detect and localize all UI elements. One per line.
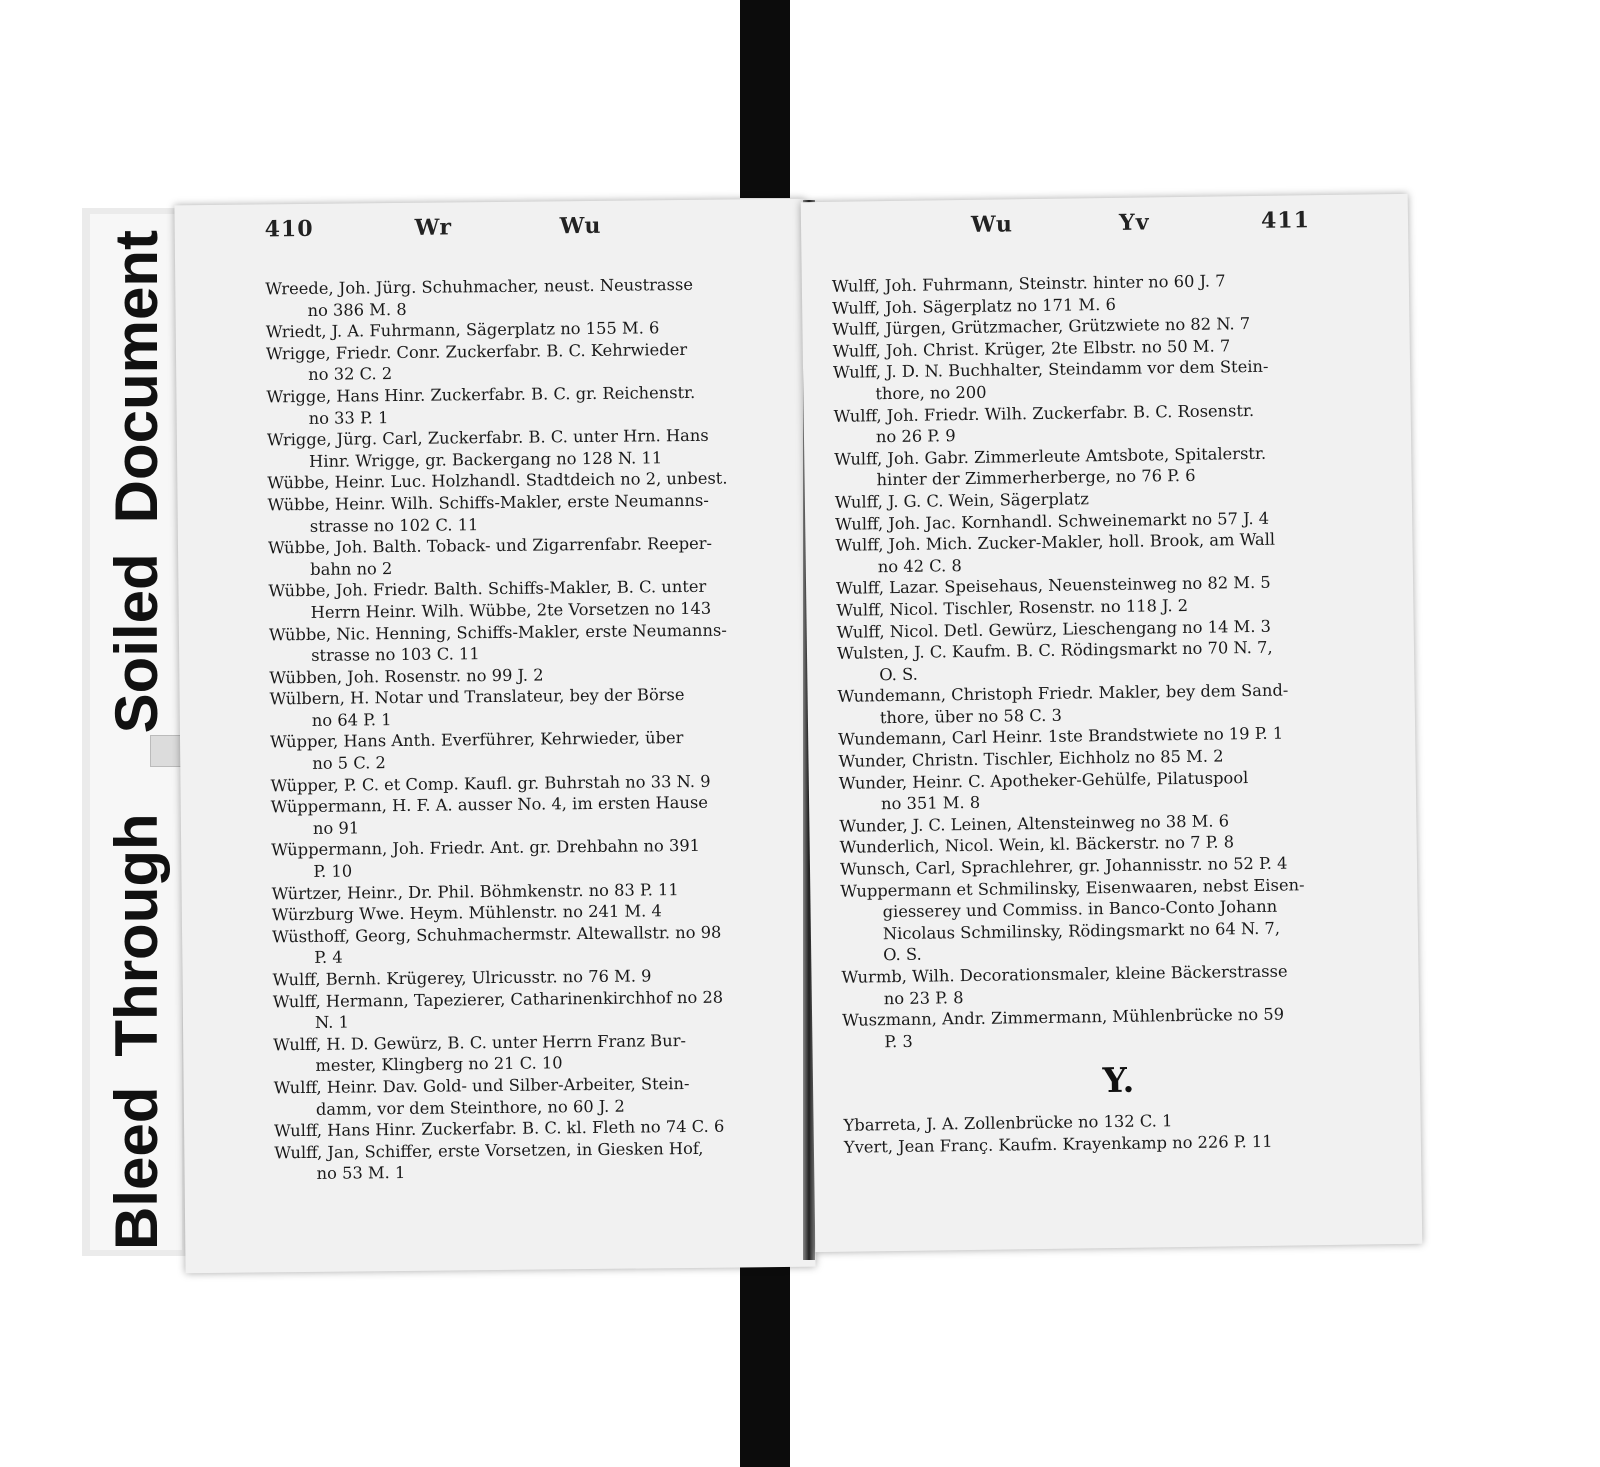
entry-line: Wuppermann et Schmilinsky, Eisenwaaren, nebst Eisen-	[840, 874, 1305, 901]
entry-line: Wulff, J. G. C. Wein, Sägerplatz	[834, 489, 1089, 512]
entry-continuation: no 351 M. 8	[880, 793, 981, 814]
entry-line: Wulff, Lazar. Speisehaus, Neuensteinweg no 82 M. 5	[835, 573, 1271, 599]
entry-line: Wulff, Joh. Christ. Krüger, 2te Elbstr. no 50 M. 7	[832, 336, 1231, 361]
entry-line: Wübbe, Joh. Friedr. Balth. Schiffs-Makler, B. C. unter	[268, 577, 707, 601]
entry-continuation: O. S.	[879, 664, 918, 684]
entry-continuation: damm, vor dem Steinthore, no 60 J. 2	[315, 1096, 625, 1119]
entry-line: Wulff, Joh. Mich. Zucker-Makler, holl. Brook, am Wall	[835, 529, 1276, 555]
right-running-head-2: Yv	[1118, 209, 1150, 236]
entry-continuation: P. 4	[314, 948, 343, 968]
directory-entry	[267, 489, 785, 538]
entry-line: Wulff, Nicol. Tischler, Rosenstr. no 118 J. 2	[836, 595, 1189, 620]
directory-entry	[271, 791, 789, 840]
directory-entry	[266, 381, 784, 430]
entry-continuation: no 53 M. 1	[316, 1163, 406, 1184]
entry-line: Wülbern, H. Notar und Translateur, bey der Börse	[269, 685, 685, 709]
entry-line: Wunderlich, Nicol. Wein, kl. Bäckerstr. no 7 P. 8	[839, 832, 1235, 858]
entry-continuation: giesserey und Commiss. in Banco-Conto Johann	[882, 896, 1278, 922]
side-label-word-1: Bleed	[102, 1086, 170, 1250]
entry-continuation: no 64 P. 1	[311, 709, 392, 730]
entry-line: Ybarreta, J. A. Zollenbrücke no 132 C. 1	[843, 1111, 1173, 1135]
entry-continuation: Hinr. Wrigge, gr. Backergang no 128 N. 11	[309, 447, 663, 471]
entry-line: Wrigge, Hans Hinr. Zuckerfabr. B. C. gr. Reichenstr.	[266, 382, 696, 407]
entry-line: Wreede, Joh. Jürg. Schuhmacher, neust. Neustrasse	[265, 274, 694, 299]
directory-entry	[839, 765, 1391, 816]
side-label-text	[90, 214, 182, 1250]
side-label-word-3: Soiled	[102, 553, 170, 734]
entry-line: Wundemann, Carl Heinr. 1ste Brandstwiete no 19 P. 1	[838, 724, 1284, 750]
directory-entry	[841, 959, 1393, 1010]
entry-line: Wulff, Nicol. Detl. Gewürz, Lieschengang no 14 M. 3	[836, 616, 1272, 642]
y-entry-list	[843, 1107, 1395, 1158]
entry-line: Wulff, Heinr. Dav. Gold- und Silber-Arbeiter, Stein-	[273, 1073, 690, 1098]
entry-continuation: hinter der Zimmerherberge, no 76 P. 6	[876, 466, 1196, 490]
entry-line: Wüpper, Hans Anth. Everführer, Kehrwieder, über	[269, 728, 684, 752]
directory-entry	[269, 618, 787, 667]
entry-line: Wulff, Hans Hinr. Zuckerfabr. B. C. kl. Fleth no 74 C. 6	[274, 1116, 725, 1141]
entry-continuation: no 23 P. 8	[883, 987, 964, 1008]
entry-line: Wüppermann, H. F. A. ausser No. 4, im ersten Hause	[270, 793, 709, 817]
entry-continuation: strasse no 102 C. 11	[309, 514, 479, 536]
entry-continuation: thore, über no 58 C. 3	[879, 705, 1063, 728]
entry-line: Wulff, Joh. Sägerplatz no 171 M. 6	[832, 294, 1116, 318]
entry-line: Wüppermann, Joh. Friedr. Ant. gr. Drehbahn no 391	[271, 836, 701, 860]
entry-line: Wübbe, Joh. Balth. Toback- und Zigarrenfabr. Reeper-	[267, 533, 713, 558]
directory-entry	[267, 424, 785, 473]
entry-line: Wulff, Joh. Jac. Kornhandl. Schweinemarkt no 57 J. 4	[835, 508, 1270, 534]
entry-line: Wundemann, Christoph Friedr. Makler, bey dem Sand-	[837, 680, 1289, 707]
directory-entry	[272, 921, 790, 970]
entry-continuation: mester, Klingberg no 21 C. 10	[315, 1053, 563, 1076]
right-page	[801, 194, 1423, 1252]
entry-continuation: no 32 C. 2	[308, 364, 393, 385]
entry-line: Wunder, Heinr. C. Apotheker-Gehülfe, Pilatuspool	[838, 767, 1249, 793]
right-running-head-1: Wu	[970, 211, 1014, 238]
left-entry-list	[175, 273, 814, 1186]
entry-line: Wunsch, Carl, Sprachlehrer, gr. Johannisstr. no 52 P. 4	[839, 853, 1288, 879]
directory-entry	[269, 683, 787, 732]
directory-entry	[837, 635, 1389, 686]
entry-line: Wulff, Bernh. Krügerey, Ulricusstr. no 76 M. 9	[272, 966, 652, 990]
side-label-word-2: Through	[102, 813, 170, 1057]
entry-continuation: O. S.	[883, 945, 922, 965]
directory-entry	[273, 986, 791, 1035]
right-page-number: 411	[1260, 207, 1311, 234]
directory-entry	[834, 398, 1386, 449]
directory-entry	[834, 441, 1386, 492]
directory-entry	[842, 1002, 1394, 1053]
entry-continuation: no 386 M. 8	[307, 299, 407, 320]
entry-line: Wulff, Hermann, Tapezierer, Catharinenkirchhof no 28	[272, 987, 724, 1011]
entry-line: Würzburg Wwe. Heym. Mühlenstr. no 241 M. 4	[271, 901, 662, 925]
entry-line: Wüsthoff, Georg, Schuhmachermstr. Altewallstr. no 98	[271, 922, 722, 947]
entry-continuation: no 5 C. 2	[312, 753, 386, 773]
entry-continuation: strasse no 103 C. 11	[311, 644, 480, 666]
left-running-head-1: Wr	[414, 214, 453, 241]
entry-line: Wübben, Joh. Rosenstr. no 99 J. 2	[269, 665, 544, 688]
directory-entry	[268, 532, 786, 581]
section-heading-y: Y.	[1102, 1061, 1135, 1102]
entry-continuation: P. 10	[313, 861, 353, 881]
left-page-number: 410	[264, 215, 314, 243]
entry-line: Wuszmann, Andr. Zimmermann, Mühlenbrücke no 59	[841, 1004, 1285, 1030]
entry-line: Wulff, Joh. Gabr. Zimmerleute Amtsbote, Spitalerstr.	[834, 443, 1267, 469]
binding-strap-top	[740, 0, 790, 198]
entry-line: Wunder, J. C. Leinen, Altensteinweg no 38 M. 6	[839, 811, 1230, 836]
entry-continuation: no 42 C. 8	[877, 555, 962, 576]
entry-continuation: thore, no 200	[875, 382, 987, 404]
entry-continuation: no 33 P. 1	[308, 407, 389, 428]
directory-entry	[266, 338, 784, 387]
directory-entry	[274, 1137, 792, 1186]
directory-entry	[835, 527, 1387, 578]
directory-entry	[265, 273, 783, 322]
entry-line: Wulff, Jan, Schiffer, erste Vorsetzen, in Giesken Hof,	[274, 1138, 704, 1163]
entry-line: Wübbe, Heinr. Wilh. Schiffs-Makler, erste Neumanns-	[267, 490, 709, 515]
left-running-head-2: Wu	[559, 212, 602, 240]
entry-line: Wübbe, Heinr. Luc. Holzhandl. Stadtdeich no 2, unbest.	[267, 468, 728, 493]
entry-continuation: P. 3	[884, 1031, 913, 1051]
right-entry-list	[832, 268, 1394, 1053]
entry-continuation: Nicolaus Schmilinsky, Rödingsmarkt no 64 N. 7,	[882, 918, 1281, 944]
entry-line: Wunder, Christn. Tischler, Eichholz no 85 M. 2	[838, 746, 1224, 771]
directory-entry	[270, 726, 788, 775]
entry-continuation: N. 1	[314, 1012, 350, 1033]
entry-continuation: Herrn Heinr. Wilh. Wübbe, 2te Vorsetzen no 143	[310, 598, 712, 622]
entry-line: Würtzer, Heinr., Dr. Phil. Böhmkenstr. no 83 P. 11	[271, 879, 679, 903]
entry-line: Wulff, J. D. N. Buchhalter, Steindamm vor dem Stein-	[832, 357, 1269, 383]
entry-line: Wrigge, Jürg. Carl, Zuckerfabr. B. C. unter Hrn. Hans	[266, 425, 709, 450]
directory-entry	[271, 834, 789, 883]
entry-line: Yvert, Jean Franç. Kaufm. Krayenkamp no 226 P. 11	[843, 1131, 1273, 1157]
directory-entry	[840, 873, 1392, 924]
right-entry-area	[802, 268, 1421, 1159]
directory-entry	[273, 1029, 791, 1078]
side-label-word-4: Document	[102, 229, 170, 524]
entry-line: Wulsten, J. C. Kaufm. B. C. Rödingsmarkt no 70 N. 7,	[836, 637, 1273, 663]
left-page	[174, 199, 815, 1274]
entry-line: Wriedt, J. A. Fuhrmann, Sägerplatz no 155 M. 6	[265, 318, 660, 342]
entry-continuation: bahn no 2	[310, 558, 393, 579]
binding-strap-bottom	[740, 1245, 790, 1467]
entry-continuation: no 91	[312, 818, 360, 838]
entry-continuation: no 26 P. 9	[875, 426, 956, 447]
directory-entry	[274, 1072, 792, 1121]
entry-line: Wübbe, Nic. Henning, Schiffs-Makler, erste Neumanns-	[268, 620, 727, 644]
entry-line: Wulff, H. D. Gewürz, B. C. unter Herrn Franz Bur-	[273, 1030, 687, 1055]
entry-line: Wulff, Joh. Friedr. Wilh. Zuckerfabr. B. C. Rosenstr.	[833, 400, 1255, 426]
directory-entry	[268, 575, 786, 624]
entry-line: Wüpper, P. C. et Comp. Kaufl. gr. Buhrstah no 33 N. 9	[270, 771, 711, 796]
directory-entry	[833, 355, 1385, 406]
entry-line: Wulff, Joh. Fuhrmann, Steinstr. hinter no 60 J. 7	[831, 271, 1226, 296]
entry-line: Wurmb, Wilh. Decorationsmaler, kleine Bäckerstrasse	[841, 961, 1288, 987]
entry-line: Wrigge, Friedr. Conr. Zuckerfabr. B. C. Kehrwieder	[265, 339, 688, 364]
directory-entry	[837, 678, 1389, 729]
entry-line: Wulff, Jürgen, Grützmacher, Grützwiete no 82 N. 7	[832, 314, 1251, 340]
